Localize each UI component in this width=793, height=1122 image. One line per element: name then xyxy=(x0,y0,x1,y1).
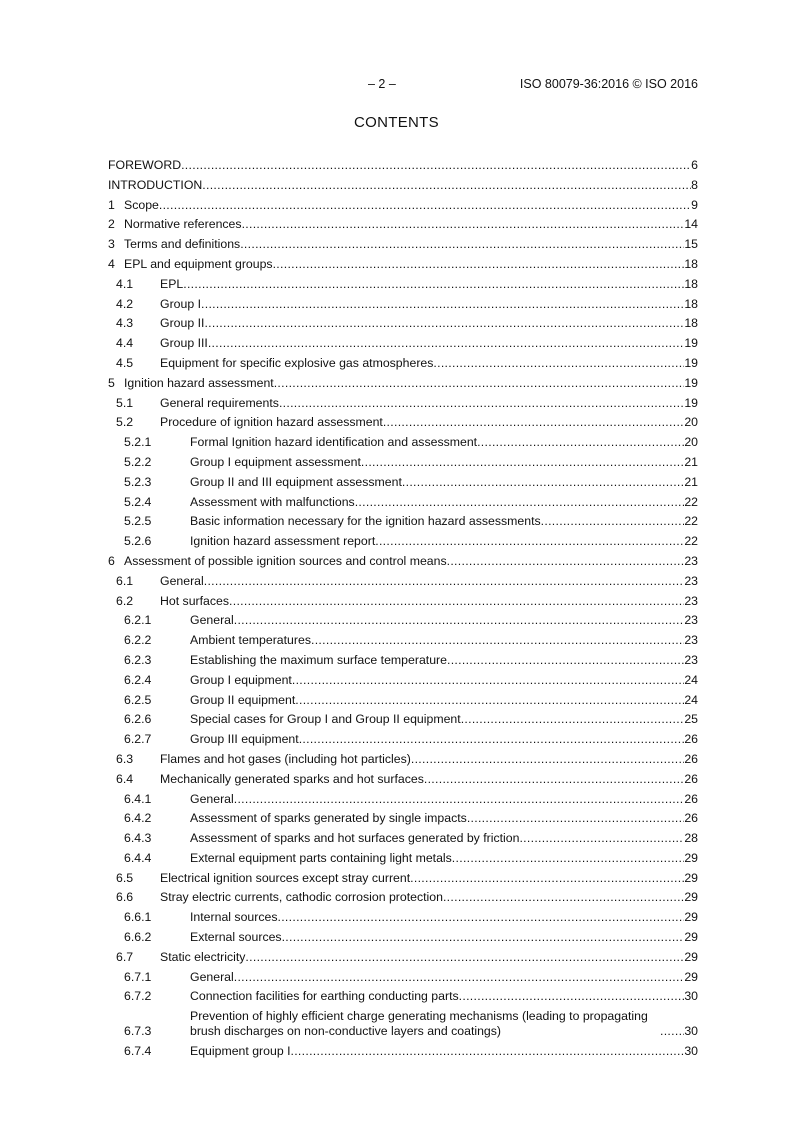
toc-entry-page: 28 xyxy=(684,831,698,846)
dot-leader xyxy=(201,297,684,312)
dot-leader xyxy=(402,475,684,490)
toc-entry-page: 21 xyxy=(684,454,698,469)
toc-entry-page: 29 xyxy=(684,969,698,984)
toc-entry[interactable] xyxy=(108,930,698,950)
dot-leader xyxy=(279,396,684,411)
toc-entry-page: 29 xyxy=(684,890,698,905)
toc-entry-number: 6.2.7 xyxy=(124,732,152,747)
toc-entry[interactable] xyxy=(108,950,698,970)
toc-entry[interactable] xyxy=(108,237,698,257)
toc-entry-title: Prevention of highly efficient charge generating mechanisms (leading to propagating brush discharges on non-conductive layers and coatings) xyxy=(190,1009,648,1039)
toc-entry-title: FOREWORD xyxy=(108,158,182,172)
toc-entry-page: 23 xyxy=(684,573,698,588)
toc-entry-title: Basic information necessary for the ignition hazard assessments xyxy=(190,514,541,529)
dot-leader xyxy=(311,633,684,648)
toc-entry-number: 6.4.3 xyxy=(124,831,152,846)
toc-entry[interactable] xyxy=(108,574,698,594)
toc-entry-page: 20 xyxy=(684,415,698,430)
toc-entry[interactable] xyxy=(108,1044,698,1064)
toc-entry-number: 5 xyxy=(108,375,115,390)
dot-leader xyxy=(245,950,684,965)
toc-entry-number: 6.5 xyxy=(116,870,134,885)
toc-entry[interactable] xyxy=(108,772,698,792)
toc-entry[interactable] xyxy=(108,653,698,673)
dot-leader xyxy=(234,970,685,985)
toc-entry-number: 5.2.6 xyxy=(124,534,152,549)
toc-entry-title: Equipment group I xyxy=(190,1043,291,1058)
toc-entry-page: 18 xyxy=(684,296,698,311)
dot-leader xyxy=(375,534,684,549)
toc-entry-page: 30 xyxy=(684,989,698,1004)
toc-entry-title: Formal Ignition hazard identification and assessment xyxy=(190,435,478,450)
dot-leader xyxy=(519,831,684,846)
dot-leader xyxy=(443,890,684,905)
toc-entry[interactable] xyxy=(108,890,698,910)
toc-entry-number: 6.2.5 xyxy=(124,692,152,707)
toc-entry-page: 29 xyxy=(684,930,698,945)
dot-leader xyxy=(202,178,691,193)
toc-entry-page: 30 xyxy=(684,1024,698,1039)
toc-entry[interactable] xyxy=(108,1009,698,1044)
dot-leader xyxy=(355,495,685,510)
dot-leader xyxy=(292,673,684,688)
toc-entry-page: 9 xyxy=(691,197,698,212)
dot-leader xyxy=(433,356,684,371)
toc-entry-page: 23 xyxy=(684,633,698,648)
toc-entry-title: Scope xyxy=(124,197,159,212)
dot-leader xyxy=(229,594,684,609)
toc-entry-title: Establishing the maximum surface temperature xyxy=(190,652,447,667)
toc-entry[interactable] xyxy=(108,534,698,554)
toc-entry-number: 5.2.1 xyxy=(124,435,152,450)
toc-entry-number: 4.4 xyxy=(116,336,134,351)
dot-leader xyxy=(383,415,684,430)
toc-entry-title: External equipment parts containing light metals xyxy=(190,850,452,865)
toc-entry-number: 6.7.4 xyxy=(124,1043,152,1058)
dot-leader xyxy=(273,257,685,272)
toc-entry-number: 6.4 xyxy=(116,771,134,786)
toc-entry-page: 21 xyxy=(684,474,698,489)
toc-entry[interactable] xyxy=(108,851,698,871)
toc-entry[interactable] xyxy=(108,732,698,752)
contents-heading: CONTENTS xyxy=(354,114,439,131)
toc-entry-page: 19 xyxy=(684,375,698,390)
dot-leader xyxy=(660,1024,684,1039)
toc-entry-title: Flames and hot gases (including hot particles) xyxy=(160,751,411,766)
dot-leader xyxy=(299,732,685,747)
toc-entry-title: INTRODUCTION xyxy=(108,177,203,192)
toc-entry-page: 26 xyxy=(684,751,698,766)
toc-entry-number: 6 xyxy=(108,553,115,568)
toc-entry-page: 24 xyxy=(684,672,698,687)
toc-entry[interactable] xyxy=(108,178,698,198)
toc-entry-page: 26 xyxy=(684,771,698,786)
toc-entry-title: Normative references xyxy=(124,217,242,232)
toc-entry-title: General xyxy=(190,791,234,806)
toc-entry[interactable] xyxy=(108,297,698,317)
toc-entry-number: 6.4.4 xyxy=(124,850,152,865)
toc-entry[interactable] xyxy=(108,396,698,416)
toc-entry-title: Group II xyxy=(160,316,205,331)
dot-leader xyxy=(234,792,685,807)
toc-entry-number: 4.3 xyxy=(116,316,134,331)
dot-leader xyxy=(274,376,685,391)
toc-entry[interactable] xyxy=(108,435,698,455)
toc-entry-page: 18 xyxy=(684,256,698,271)
toc-entry-page: 29 xyxy=(684,910,698,925)
toc-entry-page: 20 xyxy=(684,435,698,450)
toc-entry-title: Equipment for specific explosive gas atmospheres xyxy=(160,355,434,370)
toc-entry-title: Ignition hazard assessment report xyxy=(190,534,376,549)
toc-entry-page: 26 xyxy=(684,732,698,747)
toc-entry-title: General xyxy=(160,573,204,588)
toc-entry-number: 6.2.2 xyxy=(124,633,152,648)
toc-entry-title: Assessment of possible ignition sources and control means xyxy=(124,553,447,568)
toc-entry[interactable] xyxy=(108,594,698,614)
toc-entry-page: 24 xyxy=(684,692,698,707)
toc-entry[interactable] xyxy=(108,376,698,396)
toc-entry-title: Group II equipment xyxy=(190,692,296,707)
dot-leader xyxy=(467,811,685,826)
toc-entry-page: 19 xyxy=(684,355,698,370)
toc-entry-title: Ambient temperatures xyxy=(190,633,311,648)
toc-entry-title: Stray electric currents, cathodic corrosion protection xyxy=(160,890,443,905)
dot-leader xyxy=(541,514,685,529)
toc-entry-number: 5.2.3 xyxy=(124,474,152,489)
toc-entry-page: 29 xyxy=(684,870,698,885)
toc-entry-page: 14 xyxy=(684,217,698,232)
toc-entry-number: 6.6.2 xyxy=(124,930,152,945)
toc-entry-number: 4 xyxy=(108,256,115,271)
toc-entry-title: Group I xyxy=(160,296,202,311)
toc-entry-title: Procedure of ignition hazard assessment xyxy=(160,415,383,430)
toc-entry[interactable] xyxy=(108,613,698,633)
dot-leader xyxy=(291,1044,685,1059)
toc-entry-number: 6.6.1 xyxy=(124,910,152,925)
toc-entry-page: 30 xyxy=(684,1043,698,1058)
toc-entry[interactable] xyxy=(108,336,698,356)
toc-entry-page: 25 xyxy=(684,712,698,727)
toc-entry-title: Terms and definitions xyxy=(124,237,241,252)
toc-entry-number: 6.4.1 xyxy=(124,791,152,806)
dot-leader xyxy=(411,752,684,767)
toc-entry-number: 1 xyxy=(108,197,115,212)
dot-leader xyxy=(183,277,684,292)
toc-entry-number: 5.2.4 xyxy=(124,494,152,509)
toc-entry-title: Ignition hazard assessment xyxy=(124,375,274,390)
toc-entry-title: EPL and equipment groups xyxy=(124,256,273,271)
dot-leader xyxy=(204,574,685,589)
toc-entry-page: 26 xyxy=(684,791,698,806)
toc-entry-page: 26 xyxy=(684,811,698,826)
toc-entry-title: Hot surfaces xyxy=(160,593,230,608)
dot-leader xyxy=(240,237,684,252)
toc-entry[interactable] xyxy=(108,910,698,930)
toc-entry[interactable] xyxy=(108,257,698,277)
toc-entry-title: Assessment of sparks and hot surfaces generated by friction xyxy=(190,831,520,846)
dot-leader xyxy=(278,910,685,925)
toc-entry-page: 18 xyxy=(684,316,698,331)
dot-leader xyxy=(452,851,685,866)
toc-entry-number: 6.7.3 xyxy=(124,1024,152,1039)
toc-entry-title: General requirements xyxy=(160,395,279,410)
toc-entry-page: 29 xyxy=(684,850,698,865)
toc-entry[interactable] xyxy=(108,198,698,218)
toc-entry-page: 19 xyxy=(684,336,698,351)
dot-leader xyxy=(282,930,685,945)
toc-entry-page: 23 xyxy=(684,553,698,568)
dot-leader xyxy=(410,871,684,886)
toc-entry[interactable] xyxy=(108,356,698,376)
toc-entry[interactable] xyxy=(108,970,698,990)
dot-leader xyxy=(242,217,685,232)
dot-leader xyxy=(447,554,685,569)
toc-entry-title: Static electricity xyxy=(160,949,246,964)
dot-leader xyxy=(424,772,684,787)
dot-leader xyxy=(459,989,685,1004)
dot-leader xyxy=(361,455,684,470)
toc-entry-number: 6.2 xyxy=(116,593,134,608)
dot-leader xyxy=(477,435,684,450)
dot-leader xyxy=(295,693,684,708)
toc-entry[interactable] xyxy=(108,673,698,693)
toc-entry-page: 29 xyxy=(684,949,698,964)
toc-entry-number: 6.7.2 xyxy=(124,989,152,1004)
toc-entry-title: Electrical ignition sources except stray current xyxy=(160,870,411,885)
toc-entry-page: 18 xyxy=(684,276,698,291)
toc-entry[interactable] xyxy=(108,989,698,1009)
toc-entry-title: Group II and III equipment assessment xyxy=(190,474,402,489)
toc-entry-title: General xyxy=(190,969,234,984)
toc-entry-page: 6 xyxy=(691,158,698,172)
toc-entry-title: Internal sources xyxy=(190,910,278,925)
dot-leader xyxy=(234,613,685,628)
toc-entry-number: 2 xyxy=(108,217,115,232)
toc-entry-page: 15 xyxy=(684,237,698,252)
toc-entry-number: 6.2.4 xyxy=(124,672,152,687)
dot-leader xyxy=(159,198,691,213)
dot-leader xyxy=(447,653,684,668)
toc-entry-page: 23 xyxy=(684,652,698,667)
toc-entry-number: 5.2.2 xyxy=(124,454,152,469)
toc-entry[interactable] xyxy=(108,792,698,812)
dot-leader xyxy=(204,316,684,331)
toc-entry[interactable] xyxy=(108,277,698,297)
toc-entry[interactable] xyxy=(108,871,698,891)
toc-entry[interactable] xyxy=(108,633,698,653)
toc-entry-number: 6.2.1 xyxy=(124,613,152,628)
toc-entry-title: General xyxy=(190,613,234,628)
toc-entry-page: 22 xyxy=(684,534,698,549)
toc-entry[interactable] xyxy=(108,554,698,574)
toc-entry-number: 6.3 xyxy=(116,751,134,766)
toc-entry-title: Group III equipment xyxy=(190,732,299,747)
toc-entry-number: 4.2 xyxy=(116,296,134,311)
toc-entry-number: 4.5 xyxy=(116,355,134,370)
toc-entry-number: 6.2.6 xyxy=(124,712,152,727)
toc-entry-title: Group III xyxy=(160,336,208,351)
toc-entry-page: 23 xyxy=(684,613,698,628)
toc-entry[interactable] xyxy=(108,811,698,831)
toc-entry-title: Special cases for Group I and Group II equipment xyxy=(190,712,461,727)
toc-entry[interactable] xyxy=(108,693,698,713)
toc-entry-title: Group I equipment xyxy=(190,672,292,687)
toc-entry[interactable] xyxy=(108,455,698,475)
dot-leader xyxy=(208,336,684,351)
toc-entry[interactable] xyxy=(108,475,698,495)
dot-leader xyxy=(461,712,685,727)
table-of-contents xyxy=(108,158,698,1064)
toc-entry[interactable] xyxy=(108,495,698,515)
toc-entry[interactable] xyxy=(108,752,698,772)
toc-entry-title: Assessment of sparks generated by single impacts xyxy=(190,811,467,826)
toc-entry-title: External sources xyxy=(190,930,282,945)
toc-entry[interactable] xyxy=(108,514,698,534)
toc-entry-number: 4.1 xyxy=(116,276,134,291)
toc-entry-title: Assessment with malfunctions xyxy=(190,494,355,509)
toc-entry-page: 19 xyxy=(684,395,698,410)
toc-entry[interactable] xyxy=(108,831,698,851)
toc-entry-title: Mechanically generated sparks and hot surfaces xyxy=(160,771,424,786)
toc-entry-number: 6.7 xyxy=(116,949,134,964)
toc-entry[interactable] xyxy=(108,158,698,178)
toc-entry[interactable] xyxy=(108,415,698,435)
toc-entry-number: 6.1 xyxy=(116,573,134,588)
toc-entry-title: Connection facilities for earthing conducting parts xyxy=(190,989,459,1004)
toc-entry-number: 5.2.5 xyxy=(124,514,152,529)
toc-entry-number: 5.2 xyxy=(116,415,134,430)
toc-entry-number: 3 xyxy=(108,237,115,252)
page-number: – 2 – xyxy=(368,77,396,91)
toc-entry[interactable] xyxy=(108,217,698,237)
toc-entry-number: 6.6 xyxy=(116,890,134,905)
toc-entry-title: Group I equipment assessment xyxy=(190,454,361,469)
toc-entry-page: 22 xyxy=(684,494,698,509)
document-reference: ISO 80079-36:2016 © ISO 2016 xyxy=(519,77,698,91)
toc-entry-number: 6.7.1 xyxy=(124,969,152,984)
toc-entry-number: 5.1 xyxy=(116,395,134,410)
toc-entry[interactable] xyxy=(108,712,698,732)
toc-entry-number: 6.4.2 xyxy=(124,811,152,826)
dot-leader xyxy=(181,158,691,173)
toc-entry-page: 22 xyxy=(684,514,698,529)
toc-entry-page: 23 xyxy=(684,593,698,608)
toc-entry-page: 8 xyxy=(691,177,698,192)
toc-entry-title: EPL xyxy=(160,276,184,291)
toc-entry-number: 6.2.3 xyxy=(124,652,152,667)
toc-entry[interactable] xyxy=(108,316,698,336)
